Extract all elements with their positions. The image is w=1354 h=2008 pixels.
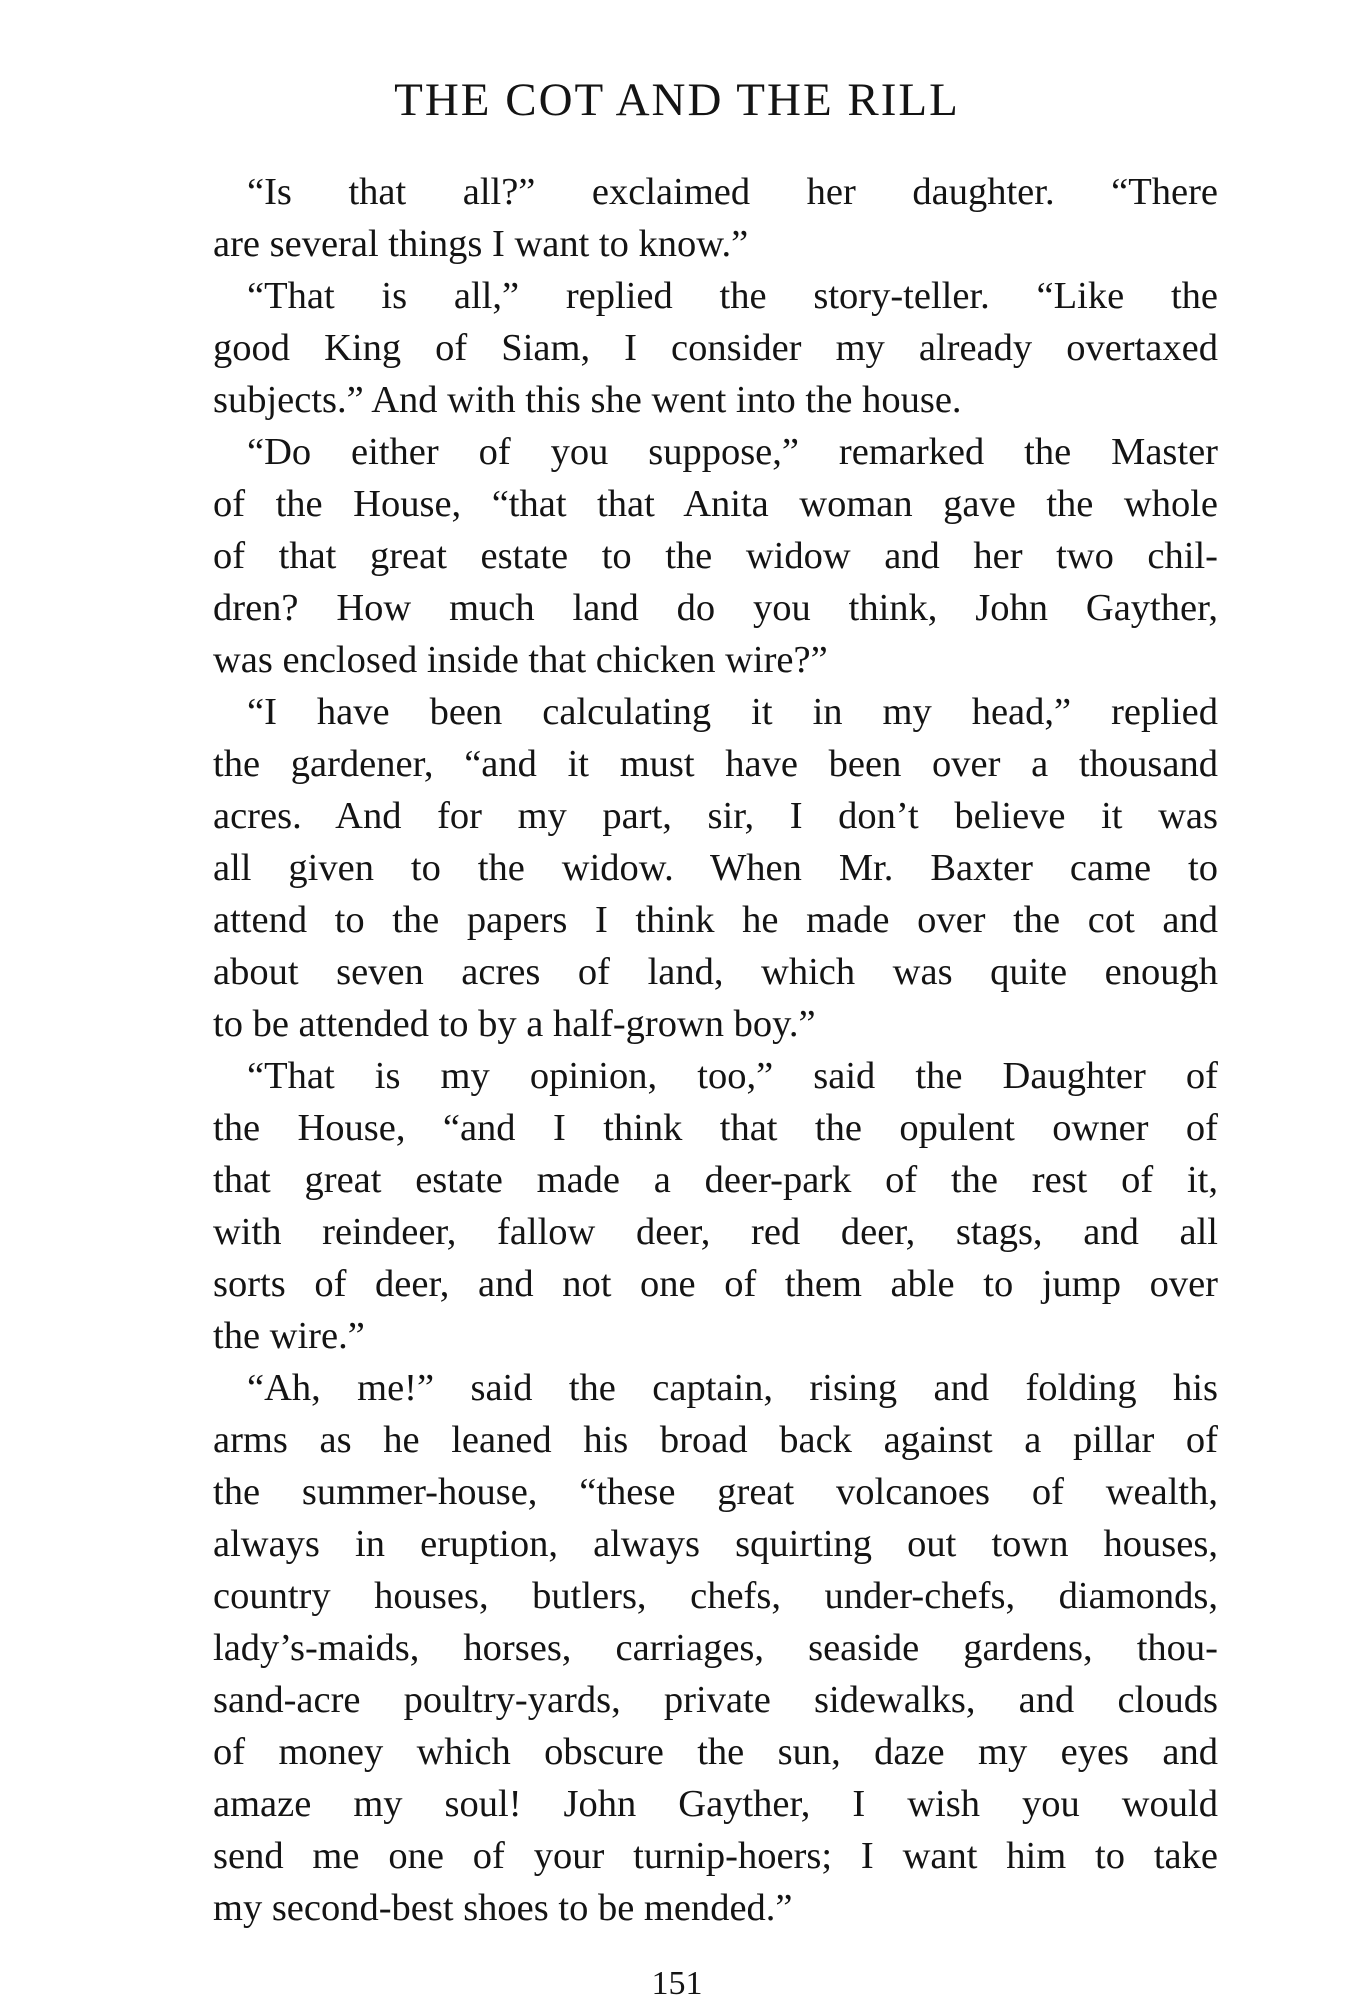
- running-head: THE COT AND THE RILL: [394, 74, 960, 126]
- text-line: attend to the papers I think he made over the cot and: [213, 899, 1218, 941]
- text-line: lady’s-maids, horses, carriages, seaside gardens, thou-: [213, 1627, 1218, 1669]
- text-line: to be attended to by a half-grown boy.”: [213, 1003, 816, 1045]
- text-line: of the House, “that that Anita woman gave the whole: [213, 483, 1218, 525]
- text-line: the House, “and I think that the opulent owner of: [213, 1107, 1218, 1149]
- text-line: was enclosed inside that chicken wire?”: [213, 639, 828, 681]
- text-line: always in eruption, always squirting out town houses,: [213, 1523, 1218, 1565]
- text-line: “I have been calculating it in my head,” replied: [247, 691, 1218, 733]
- text-line: that great estate made a deer-park of the rest of it,: [213, 1159, 1218, 1201]
- text-line: the summer-house, “these great volcanoes of wealth,: [213, 1471, 1218, 1513]
- text-line: good King of Siam, I consider my already overtaxed: [213, 327, 1218, 369]
- text-line: my second-best shoes to be mended.”: [213, 1887, 793, 1929]
- text-line: acres. And for my part, sir, I don’t believe it was: [213, 795, 1218, 837]
- text-line: “That is all,” replied the story-teller. “Like the: [247, 275, 1218, 317]
- text-line: all given to the widow. When Mr. Baxter came to: [213, 847, 1218, 889]
- text-line: “Do either of you suppose,” remarked the Master: [247, 431, 1218, 473]
- text-line: of that great estate to the widow and her two chil-: [213, 535, 1218, 577]
- text-line: country houses, butlers, chefs, under-chefs, diamonds,: [213, 1575, 1218, 1617]
- text-line: sorts of deer, and not one of them able to jump over: [213, 1263, 1218, 1305]
- text-line: arms as he leaned his broad back against a pillar of: [213, 1419, 1218, 1461]
- text-line: amaze my soul! John Gayther, I wish you would: [213, 1783, 1218, 1825]
- text-line: subjects.” And with this she went into the house.: [213, 379, 962, 421]
- text-line: “That is my opinion, too,” said the Daughter of: [247, 1055, 1218, 1097]
- text-line: the wire.”: [213, 1315, 365, 1357]
- page-number: 151: [651, 1965, 703, 2002]
- text-line: of money which obscure the sun, daze my eyes and: [213, 1731, 1218, 1773]
- text-line: dren? How much land do you think, John Gayther,: [213, 587, 1218, 629]
- text-line: about seven acres of land, which was quite enough: [213, 951, 1218, 993]
- text-line: are several things I want to know.”: [213, 223, 749, 265]
- text-line: the gardener, “and it must have been over a thousand: [213, 743, 1218, 785]
- text-line: “Ah, me!” said the captain, rising and folding his: [247, 1367, 1218, 1409]
- text-line: “Is that all?” exclaimed her daughter. “There: [247, 171, 1218, 213]
- text-line: send me one of your turnip-hoers; I want him to take: [213, 1835, 1218, 1877]
- text-line: with reindeer, fallow deer, red deer, stags, and all: [213, 1211, 1218, 1253]
- text-line: sand-acre poultry-yards, private sidewalks, and clouds: [213, 1679, 1218, 1721]
- body-text: [213, 166, 1218, 1934]
